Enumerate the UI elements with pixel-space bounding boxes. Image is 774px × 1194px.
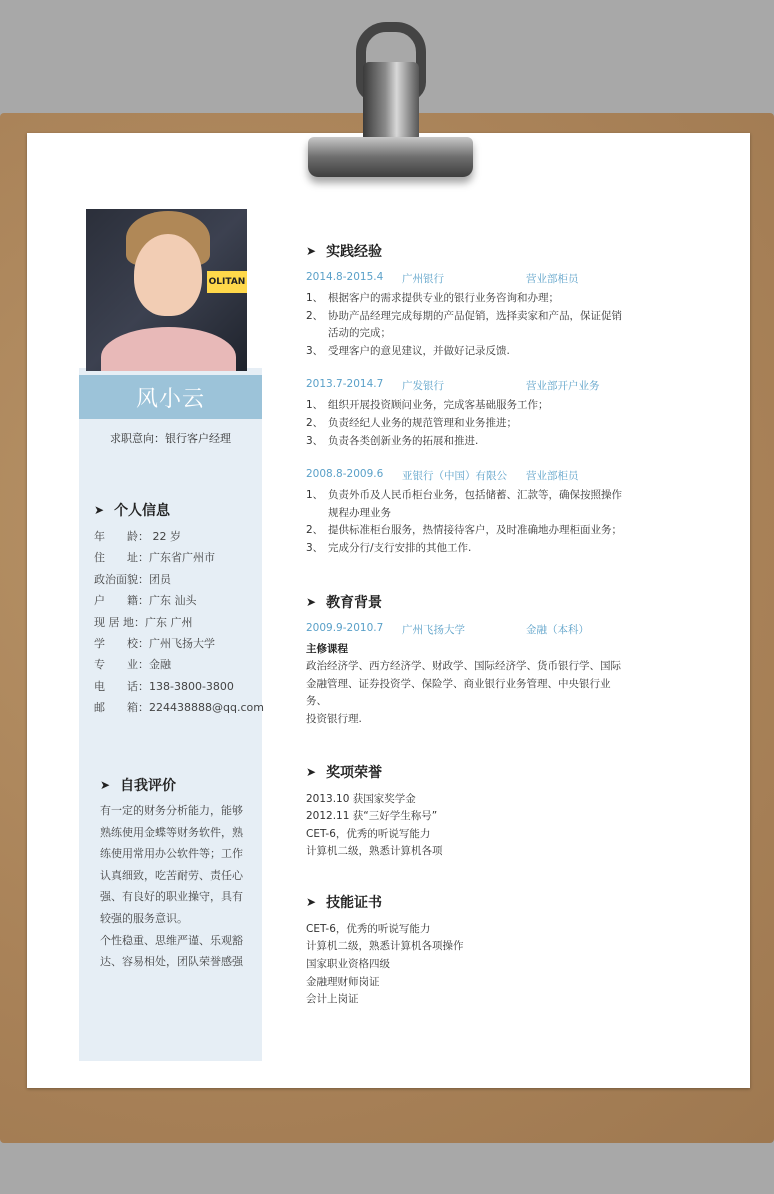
duty-number: 1、 <box>306 292 324 304</box>
arrow-icon: ➤ <box>306 764 317 779</box>
duty-text: 受理客户的意见建议，并做好记录反馈. <box>328 344 510 357</box>
job-header <box>306 378 626 394</box>
duty-number <box>306 505 328 523</box>
info-row: 年 龄： 22 岁 <box>94 530 181 543</box>
skills-title: 技能证书 <box>326 894 383 911</box>
arrow-icon: ➤ <box>94 503 105 517</box>
duty-item <box>306 522 626 540</box>
duty-text: 提供标准柜台服务，热情接待客户，及时准确地办理柜面业务； <box>328 524 622 537</box>
job-company: 广发银行 <box>402 380 444 393</box>
self-eval-title: 自我评价 <box>120 778 177 794</box>
award-item: 2013.10 获国家奖学金 <box>306 792 416 805</box>
skill-item: 计算机二级，熟悉计算机各项操作 <box>306 940 464 953</box>
info-row: 邮 箱：224438888@qq.com <box>94 701 264 715</box>
personal-info-list <box>94 526 264 719</box>
self-eval-line: 有一定的财务分析能力，能够 <box>100 804 243 817</box>
duty-number: 2、 <box>306 416 324 429</box>
info-row: 现 居 地：广东 广州 <box>94 615 193 629</box>
job-role: 营业部开户业务 <box>526 380 600 393</box>
arrow-icon: ➤ <box>306 244 317 258</box>
duty-text: 活动的完成； <box>328 327 391 340</box>
photo-sign: OLITAN <box>207 271 247 293</box>
info-row: 住 址：广东省广州市 <box>94 551 215 565</box>
job-duties <box>306 290 626 360</box>
duty-item <box>306 540 626 558</box>
courses-title: 主修课程 <box>306 642 348 655</box>
skill-item: 金融理财师岗证 <box>306 975 380 988</box>
courses-block <box>306 641 626 729</box>
job-duties <box>306 397 626 450</box>
duty-text: 负责外币及人民币柜台业务，包括储蓄、汇款等，确保按照操作 <box>328 489 622 502</box>
skill-item: CET-6，优秀的听说写能力 <box>306 922 431 935</box>
job-company: 广州银行 <box>402 273 444 285</box>
arrow-icon: ➤ <box>306 594 317 609</box>
award-item: 2012.11 获“三好学生称号” <box>306 810 438 823</box>
duty-item <box>306 325 626 343</box>
job-date: 2013.7-2014.7 <box>306 378 384 391</box>
award-item: 计算机二级，熟悉计算机各项 <box>306 845 443 858</box>
job-company: 亚银行（中国）有限公 <box>402 470 507 483</box>
candidate-name: 风小云 <box>79 375 262 419</box>
self-eval-line: 熟练使用金蝶等财务软件，熟 <box>100 825 243 839</box>
duty-number: 3、 <box>306 344 324 357</box>
photo-shoulders <box>101 327 236 371</box>
profile-photo <box>86 209 247 371</box>
self-eval-heading <box>100 775 176 795</box>
duty-text: 完成分行/支行安排的其他工作. <box>328 541 472 554</box>
duty-item <box>306 415 626 433</box>
skill-item: 国家职业资格四级 <box>306 958 390 971</box>
education-date: 2009.9-2010.7 <box>306 621 384 634</box>
skills-list <box>306 921 626 1009</box>
courses-line: 金融管理、证券投资学、保险学、商业银行业务管理、中央银行业务、 <box>306 677 611 708</box>
duty-text: 协助产品经理完成每期的产品促销，选择卖家和产品，保证促销 <box>328 309 622 322</box>
duty-text: 负责各类创新业务的拓展和推进. <box>328 434 479 447</box>
duty-number: 3、 <box>306 541 324 554</box>
duty-item <box>306 487 626 505</box>
duty-number: 2、 <box>306 309 324 322</box>
duty-text: 根据客户的需求提供专业的银行业务咨询和办理； <box>328 292 559 304</box>
info-row: 专 业：金融 <box>94 658 171 672</box>
courses-line: 政治经济学、西方经济学、财政学、国际经济学、货币银行学、国际 <box>306 660 621 673</box>
education-header <box>306 622 626 638</box>
education-school: 广州飞扬大学 <box>402 623 465 636</box>
self-eval-line: 较强的服务意识。 <box>100 911 188 925</box>
experience-heading <box>306 240 626 262</box>
personal-info-heading <box>94 500 170 520</box>
self-eval-text <box>100 800 248 973</box>
job-header <box>306 271 626 287</box>
experience-title: 实践经验 <box>326 244 383 260</box>
skill-item: 会计上岗证 <box>306 993 359 1006</box>
job-role: 营业部柜员 <box>526 273 579 285</box>
self-eval-line: 强、有良好的职业操守，具有 <box>100 890 243 904</box>
duty-item <box>306 343 626 361</box>
self-eval-line: 达、容易相处，团队荣誉感强 <box>100 955 243 969</box>
job-duties <box>306 487 626 557</box>
clip-body <box>363 62 419 142</box>
duty-text: 负责经纪人业务的规范管理和业务推进； <box>328 416 517 429</box>
clip-bar <box>308 137 473 177</box>
duty-number: 1、 <box>306 489 324 502</box>
info-row: 户 籍：广东 汕头 <box>94 594 197 608</box>
skills-heading <box>306 891 626 913</box>
job-date: 2008.8-2009.6 <box>306 468 384 481</box>
info-row: 学 校：广州飞扬大学 <box>94 637 215 651</box>
award-item: CET-6，优秀的听说写能力 <box>306 827 431 840</box>
courses-line: 投资银行理. <box>306 712 362 725</box>
arrow-icon: ➤ <box>100 778 111 792</box>
duty-item <box>306 290 626 308</box>
personal-info-title: 个人信息 <box>114 503 171 519</box>
duty-number: 3、 <box>306 434 324 447</box>
duty-item <box>306 433 626 451</box>
resume-main <box>306 240 626 1009</box>
job-date: 2014.8-2015.4 <box>306 271 384 283</box>
info-row: 政治面貌：团员 <box>94 572 171 586</box>
job-role: 营业部柜员 <box>526 470 579 483</box>
education-major: 金融（本科） <box>526 623 589 636</box>
duty-number: 2、 <box>306 524 324 537</box>
duty-item <box>306 308 626 326</box>
binder-clip <box>298 22 478 177</box>
duty-number <box>306 325 328 343</box>
duty-text: 规程办理业务 <box>328 506 391 519</box>
arrow-icon: ➤ <box>306 894 317 909</box>
duty-item <box>306 397 626 415</box>
duty-item <box>306 505 626 523</box>
education-heading <box>306 591 626 613</box>
awards-list <box>306 791 626 861</box>
info-row: 电 话：138-3800-3800 <box>94 679 234 693</box>
duty-text: 组织开展投资顾问业务，完成客基础服务工作； <box>328 399 549 412</box>
photo-face <box>134 234 202 316</box>
self-eval-line: 个性稳重、思维严谨、乐观豁 <box>100 933 243 947</box>
awards-title: 奖项荣誉 <box>326 764 383 781</box>
awards-heading <box>306 761 626 783</box>
job-objective: 求职意向：银行客户经理 <box>110 432 231 445</box>
education-title: 教育背景 <box>326 594 383 611</box>
job-header <box>306 468 626 484</box>
self-eval-line: 练使用常用办公软件等；工作 <box>100 847 243 861</box>
self-eval-line: 认真细致，吃苦耐劳、责任心 <box>100 868 243 882</box>
duty-number: 1、 <box>306 399 324 412</box>
